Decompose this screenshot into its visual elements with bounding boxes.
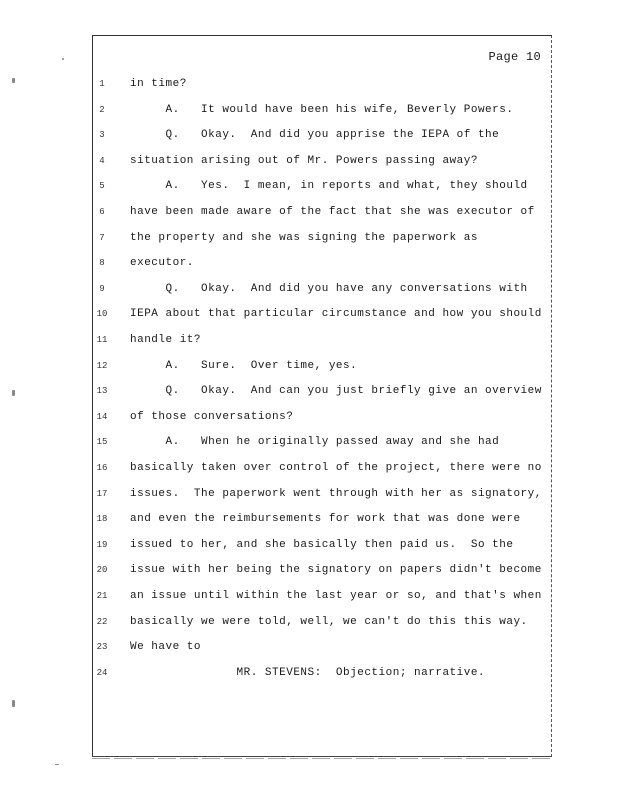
line-number: 22 — [96, 616, 108, 627]
scan-speck — [62, 58, 64, 60]
line-number: 1 — [99, 79, 105, 89]
transcript-line: executor. — [130, 257, 194, 270]
transcript-line: handle it? — [130, 334, 202, 346]
line-number: 6 — [99, 207, 105, 217]
line-number: 4 — [99, 155, 105, 166]
line-number: 21 — [96, 591, 108, 601]
line-number: 12 — [96, 360, 108, 371]
transcript-line: an issue until within the last year or so, and that's when — [130, 590, 542, 602]
transcript-line: A. It would have been his wife, Beverly Powers. — [130, 103, 514, 116]
line-number: 7 — [99, 232, 105, 243]
line-number: 8 — [99, 258, 105, 269]
line-number: 18 — [96, 514, 108, 525]
line-number: 16 — [96, 463, 108, 473]
transcript-line: and even the reimbursements for work that was done were — [130, 513, 521, 526]
scan-speck — [12, 390, 15, 396]
transcript-line: situation arising out of Mr. Powers passing away? — [130, 154, 478, 167]
transcript-line: basically we were told, well, we can't do this this way. — [130, 615, 528, 628]
line-number: 13 — [96, 386, 108, 397]
transcript-line: IEPA about that particular circumstance and how you should — [130, 308, 542, 321]
transcript-line: issues. The paperwork went through with her as signatory, — [130, 487, 542, 500]
transcript-line: A. When he originally passed away and she had — [130, 436, 500, 449]
scan-speck — [55, 764, 59, 765]
transcript-line: Q. Okay. And did you apprise the IEPA of the — [130, 129, 500, 142]
line-number: 11 — [96, 335, 108, 345]
line-number: 5 — [99, 181, 105, 192]
transcript-line: Q. Okay. And can you just briefly give an overview — [130, 385, 542, 398]
line-number: 14 — [96, 411, 108, 422]
line-number: 2 — [99, 104, 105, 115]
line-number: 15 — [96, 437, 108, 448]
transcript-line: A. Sure. Over time, yes. — [130, 359, 358, 372]
transcript-line: have been made aware of the fact that she was executor of — [130, 206, 535, 218]
line-number: 20 — [96, 565, 108, 576]
transcript-line: of those conversations? — [130, 410, 294, 423]
line-number: 23 — [96, 642, 108, 653]
line-number: 17 — [96, 488, 108, 499]
transcript-line: issue with her being the signatory on papers didn't become — [130, 564, 542, 577]
transcript-line: issued to her, and she basically then paid us. So the — [130, 538, 514, 551]
transcript-line: basically taken over control of the project, there were no — [130, 462, 542, 474]
line-number: 19 — [96, 539, 108, 550]
transcript-line: the property and she was signing the paperwork as — [130, 231, 478, 244]
scan-speck — [12, 78, 15, 83]
transcript-line: MR. STEVENS: Objection; narrative. — [130, 666, 486, 679]
line-number: 3 — [99, 130, 105, 141]
scan-speck — [12, 700, 15, 707]
line-number: 10 — [96, 309, 108, 320]
page-number: Page 10 — [488, 50, 541, 64]
line-number: 9 — [99, 283, 105, 294]
transcript-line: We have to — [130, 641, 202, 654]
page-bottom-rule — [92, 758, 550, 759]
transcript-line: Q. Okay. And did you have any conversations with — [130, 282, 528, 295]
transcript-line: A. Yes. I mean, in reports and what, they should — [130, 180, 528, 193]
line-number: 24 — [96, 667, 108, 678]
transcript-line: in time? — [130, 78, 187, 90]
